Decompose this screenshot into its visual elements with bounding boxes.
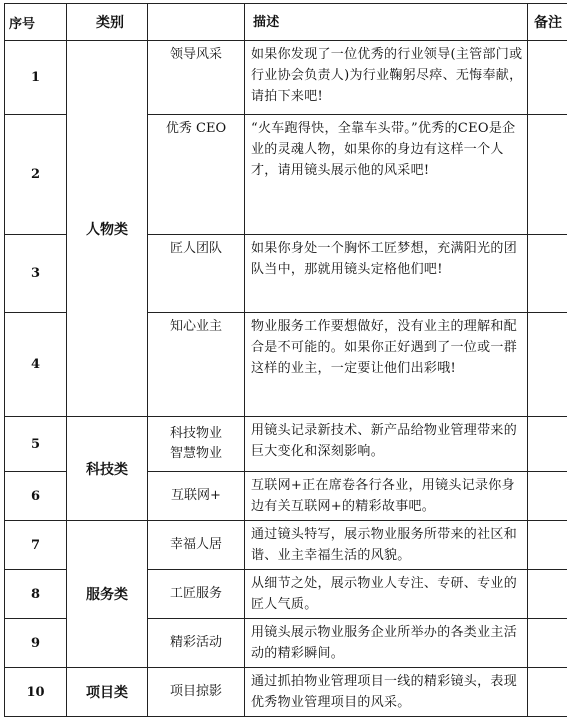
row-number: 1 xyxy=(5,41,67,115)
note-cell xyxy=(528,619,567,668)
table-row xyxy=(5,417,567,472)
description: 物业服务工作要想做好，没有业主的理解和配合是不可能的。如果你正好遇到了一位或一群这样的业主，一定要让他们出彩哦! xyxy=(245,313,528,417)
note-cell xyxy=(528,235,567,313)
subcategory xyxy=(148,41,245,115)
subcategory xyxy=(148,668,245,717)
subcategory xyxy=(148,313,245,417)
note-cell xyxy=(528,41,567,115)
description: 用镜头记录新技术、新产品给物业管理带来的巨大变化和深刻影响。 xyxy=(245,417,528,472)
row-number: 8 xyxy=(5,570,67,619)
subcategory-label: 领导风采 xyxy=(148,45,244,65)
note-cell xyxy=(528,115,567,235)
description: 如果你发现了一位优秀的行业领导(主管部门或行业协会负责人)为行业鞠躬尽瘁、无悔奉献，请拍下来吧! xyxy=(245,41,528,115)
category-people: 人物类 xyxy=(67,41,148,417)
note-cell xyxy=(528,472,567,521)
category-service: 服务类 xyxy=(67,521,148,668)
note-cell xyxy=(528,668,567,717)
row-number: 4 xyxy=(5,313,67,417)
category-tech: 科技类 xyxy=(67,417,148,521)
subcategory-label: 优秀 CEO xyxy=(148,119,244,139)
subcategory-label: 工匠服务 xyxy=(148,584,244,604)
row-number: 9 xyxy=(5,619,67,668)
header-note: 备注 xyxy=(528,4,567,41)
description: 通过镜头特写，展示物业服务所带来的社区和谐、业主幸福生活的风貌。 xyxy=(245,521,528,570)
subcategory-label: 互联网+ xyxy=(148,486,244,506)
photo-category-table xyxy=(4,3,567,717)
header-category: 类别 xyxy=(67,4,148,41)
header-row xyxy=(5,4,567,41)
description: 互联网+正在席卷各行各业，用镜头记录你身边有关互联网+的精彩故事吧。 xyxy=(245,472,528,521)
subcategory-label: 科技物业 智慧物业 xyxy=(162,424,230,464)
subcategory-label: 幸福人居 xyxy=(148,535,244,555)
description: 如果你身处一个胸怀工匠梦想，充满阳光的团队当中，那就用镜头定格他们吧! xyxy=(245,235,528,313)
description: “火车跑得快，全靠车头带。”优秀的CEO是企业的灵魂人物，如果你的身边有这样一个人才，请用镜头展示他的风采吧! xyxy=(245,115,528,235)
note-cell xyxy=(528,417,567,472)
subcategory xyxy=(148,472,245,521)
description: 通过抓拍物业管理项目一线的精彩镜头，表现优秀物业管理项目的风采。 xyxy=(245,668,528,717)
table-row xyxy=(5,41,567,115)
subcategory xyxy=(148,115,245,235)
subcategory-label: 匠人团队 xyxy=(148,239,244,259)
header-no: 序号 xyxy=(5,4,67,41)
row-number: 10 xyxy=(5,668,67,717)
row-number: 5 xyxy=(5,417,67,472)
row-number: 6 xyxy=(5,472,67,521)
row-number: 3 xyxy=(5,235,67,313)
header-description: 描述 xyxy=(245,4,528,41)
subcategory xyxy=(148,235,245,313)
note-cell xyxy=(528,570,567,619)
subcategory xyxy=(148,619,245,668)
row-number: 7 xyxy=(5,521,67,570)
subcategory-label: 项目掠影 xyxy=(148,682,244,702)
description: 用镜头展示物业服务企业所举办的各类业主活动的精彩瞬间。 xyxy=(245,619,528,668)
subcategory xyxy=(148,570,245,619)
category-project: 项目类 xyxy=(67,668,148,717)
header-subcategory xyxy=(148,4,245,41)
subcategory xyxy=(148,417,245,472)
table-row xyxy=(5,521,567,570)
row-number: 2 xyxy=(5,115,67,235)
subcategory-label: 知心业主 xyxy=(148,317,244,337)
table-row xyxy=(5,668,567,717)
note-cell xyxy=(528,313,567,417)
description: 从细节之处，展示物业人专注、专研、专业的匠人气质。 xyxy=(245,570,528,619)
subcategory-label: 精彩活动 xyxy=(148,633,244,653)
note-cell xyxy=(528,521,567,570)
subcategory xyxy=(148,521,245,570)
